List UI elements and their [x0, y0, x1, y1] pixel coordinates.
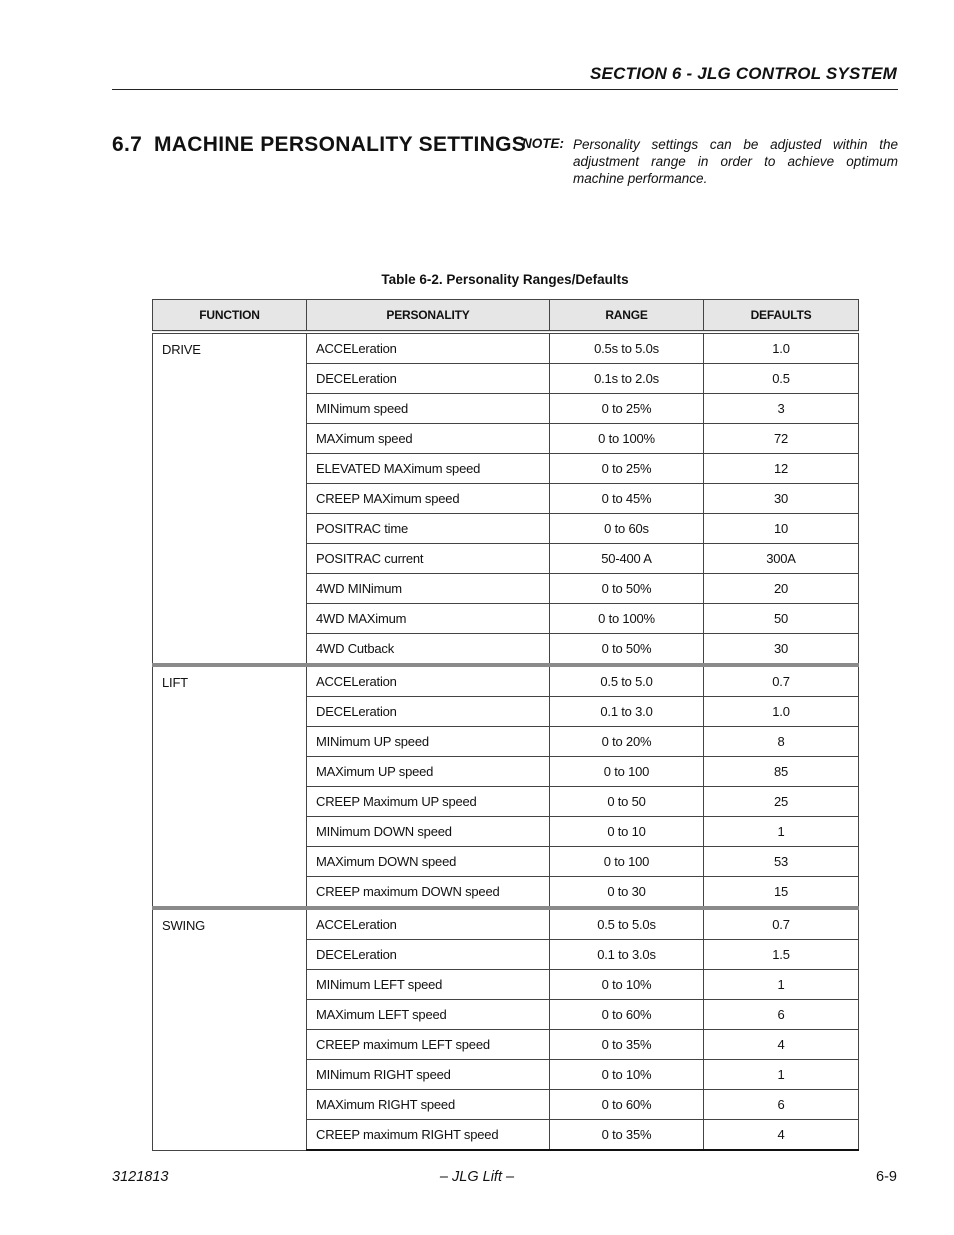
personality-cell: ACCELeration	[307, 332, 550, 364]
default-cell: 1.0	[704, 332, 859, 364]
personality-cell: MINimum RIGHT speed	[307, 1060, 550, 1090]
footer-doc-number: 3121813	[112, 1169, 169, 1185]
personality-cell: DECELeration	[307, 364, 550, 394]
default-cell: 53	[704, 847, 859, 877]
personality-cell: 4WD Cutback	[307, 634, 550, 666]
default-cell: 50	[704, 604, 859, 634]
range-cell: 0 to 100	[550, 757, 704, 787]
function-cell: DRIVE	[153, 332, 307, 665]
range-cell: 0 to 20%	[550, 727, 704, 757]
range-cell: 0 to 45%	[550, 484, 704, 514]
range-cell: 0 to 50%	[550, 574, 704, 604]
range-cell: 0.1s to 2.0s	[550, 364, 704, 394]
range-cell: 0 to 60s	[550, 514, 704, 544]
function-cell: SWING	[153, 908, 307, 1150]
personality-cell: MAXimum UP speed	[307, 757, 550, 787]
range-cell: 0 to 25%	[550, 394, 704, 424]
personality-cell: CREEP maximum RIGHT speed	[307, 1120, 550, 1151]
range-cell: 0 to 100%	[550, 424, 704, 454]
personality-cell: MAXimum DOWN speed	[307, 847, 550, 877]
personality-cell: ELEVATED MAXimum speed	[307, 454, 550, 484]
default-cell: 30	[704, 484, 859, 514]
function-cell: LIFT	[153, 665, 307, 908]
default-cell: 0.7	[704, 908, 859, 940]
range-cell: 0.5 to 5.0	[550, 665, 704, 697]
range-cell: 0.5 to 5.0s	[550, 908, 704, 940]
default-cell: 6	[704, 1000, 859, 1030]
default-cell: 1.0	[704, 697, 859, 727]
default-cell: 0.5	[704, 364, 859, 394]
column-header-function: FUNCTION	[153, 300, 307, 333]
range-cell: 0 to 35%	[550, 1030, 704, 1060]
range-cell: 0 to 25%	[550, 454, 704, 484]
range-cell: 0 to 100%	[550, 604, 704, 634]
default-cell: 4	[704, 1120, 859, 1151]
column-header-personality: PERSONALITY	[307, 300, 550, 333]
header-rule	[112, 89, 898, 90]
personality-cell: POSITRAC current	[307, 544, 550, 574]
personality-cell: ACCELeration	[307, 665, 550, 697]
table-header-row	[153, 300, 859, 333]
default-cell: 25	[704, 787, 859, 817]
range-cell: 0.1 to 3.0s	[550, 940, 704, 970]
note-text: Personality settings can be adjusted within the adjustment range in order to achieve optimum machine performance.	[573, 137, 898, 186]
section-heading	[112, 133, 526, 157]
range-cell: 0 to 50	[550, 787, 704, 817]
personality-cell: CREEP MAXimum speed	[307, 484, 550, 514]
range-cell: 0 to 60%	[550, 1000, 704, 1030]
default-cell: 1.5	[704, 940, 859, 970]
default-cell: 6	[704, 1090, 859, 1120]
default-cell: 4	[704, 1030, 859, 1060]
personality-table	[152, 299, 859, 1151]
range-cell: 0.5s to 5.0s	[550, 332, 704, 364]
personality-cell: 4WD MINimum	[307, 574, 550, 604]
personality-cell: MAXimum LEFT speed	[307, 1000, 550, 1030]
personality-cell: MAXimum speed	[307, 424, 550, 454]
range-cell: 0 to 10	[550, 817, 704, 847]
section-title: MACHINE PERSONALITY SETTINGS	[154, 133, 527, 156]
range-cell: 0 to 35%	[550, 1120, 704, 1151]
range-cell: 0 to 10%	[550, 1060, 704, 1090]
default-cell: 1	[704, 970, 859, 1000]
footer-page-number: 6-9	[876, 1169, 897, 1185]
column-header-range: RANGE	[550, 300, 704, 333]
table-row	[153, 908, 859, 940]
default-cell: 300A	[704, 544, 859, 574]
default-cell: 15	[704, 877, 859, 909]
personality-cell: MINimum speed	[307, 394, 550, 424]
default-cell: 1	[704, 1060, 859, 1090]
personality-cell: DECELeration	[307, 697, 550, 727]
range-cell: 0 to 30	[550, 877, 704, 909]
default-cell: 72	[704, 424, 859, 454]
range-cell: 0 to 100	[550, 847, 704, 877]
note-label: NOTE:	[522, 136, 564, 151]
range-cell: 0 to 50%	[550, 634, 704, 666]
default-cell: 85	[704, 757, 859, 787]
default-cell: 30	[704, 634, 859, 666]
table-caption: Table 6-2. Personality Ranges/Defaults	[381, 272, 629, 287]
range-cell: 0 to 60%	[550, 1090, 704, 1120]
personality-cell: MINimum LEFT speed	[307, 970, 550, 1000]
default-cell: 20	[704, 574, 859, 604]
default-cell: 10	[704, 514, 859, 544]
default-cell: 12	[704, 454, 859, 484]
personality-cell: MINimum UP speed	[307, 727, 550, 757]
range-cell: 50-400 A	[550, 544, 704, 574]
range-cell: 0.1 to 3.0	[550, 697, 704, 727]
personality-cell: CREEP maximum LEFT speed	[307, 1030, 550, 1060]
default-cell: 0.7	[704, 665, 859, 697]
default-cell: 8	[704, 727, 859, 757]
default-cell: 3	[704, 394, 859, 424]
section-header: SECTION 6 - JLG CONTROL SYSTEM	[590, 64, 897, 83]
range-cell: 0 to 10%	[550, 970, 704, 1000]
personality-cell: POSITRAC time	[307, 514, 550, 544]
personality-cell: ACCELeration	[307, 908, 550, 940]
personality-cell: MINimum DOWN speed	[307, 817, 550, 847]
personality-cell: MAXimum RIGHT speed	[307, 1090, 550, 1120]
footer-center-text: – JLG Lift –	[439, 1169, 515, 1185]
column-header-defaults: DEFAULTS	[704, 300, 859, 333]
table-row	[153, 332, 859, 364]
personality-cell: CREEP Maximum UP speed	[307, 787, 550, 817]
table-body	[153, 332, 859, 1150]
table-row	[153, 665, 859, 697]
default-cell: 1	[704, 817, 859, 847]
personality-cell: DECELeration	[307, 940, 550, 970]
personality-cell: CREEP maximum DOWN speed	[307, 877, 550, 909]
section-number: 6.7	[112, 133, 143, 156]
personality-cell: 4WD MAXimum	[307, 604, 550, 634]
